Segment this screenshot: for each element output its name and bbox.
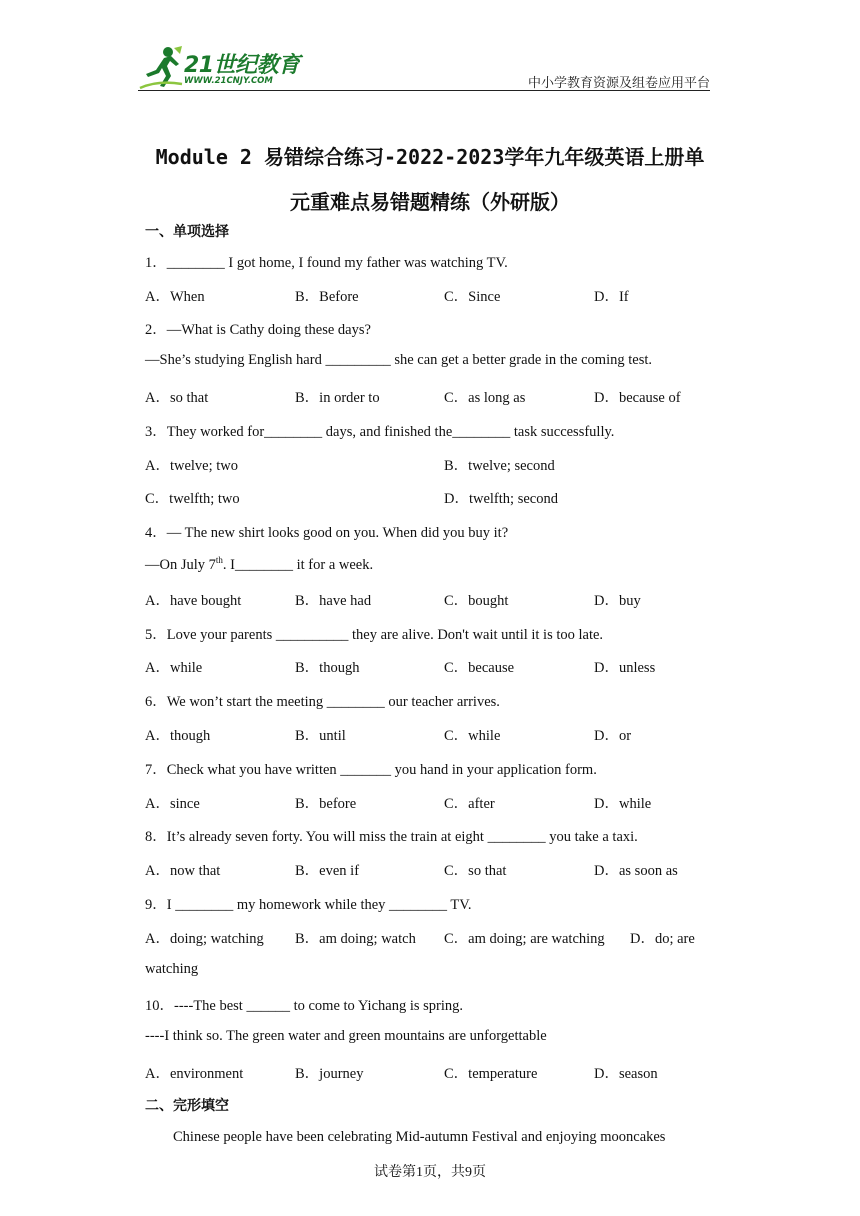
q9-option-c: C．am doing; are watching (444, 931, 605, 947)
logo-text: 21世纪教育 (184, 53, 300, 78)
q9-option-d-continued: watching (145, 961, 199, 977)
question-4-line2: —On July 7th. I________ it for a week. (145, 555, 374, 573)
q3-option-c: C．twelfth; two (145, 491, 240, 507)
q6-option-a: A．though (145, 728, 211, 744)
q9-option-a: A．doing; watching (145, 931, 264, 947)
q1-option-c: C．Since (444, 289, 501, 305)
q5-option-d: D．unless (594, 660, 656, 676)
q5-option-c: C．because (444, 660, 515, 676)
q9-option-b: B．am doing; watch (295, 931, 416, 947)
question-3: 3．They worked for________ days, and finished the________ task successfully. (145, 424, 615, 440)
question-4-line1: 4．— The new shirt looks good on you. When did you buy it? (145, 525, 509, 541)
q2-option-b: B．in order to (295, 390, 380, 406)
q1-option-b: B．Before (295, 289, 359, 305)
q7-option-b: B．before (295, 796, 357, 812)
q3-option-d: D．twelfth; second (444, 491, 558, 507)
section-heading-2: 二、完形填空 (145, 1098, 229, 1114)
q1-option-d: D．If (594, 289, 629, 305)
logo-url: WWW.21CNJY.COM (184, 76, 273, 86)
q9-option-d: D．do; are (630, 931, 695, 947)
q10-option-b: B．journey (295, 1066, 364, 1082)
question-1: 1．________ I got home, I found my father was watching TV. (145, 255, 508, 271)
q6-option-c: C．while (444, 728, 501, 744)
question-2-line2: —She’s studying English hard _________ she can get a better grade in the coming test. (145, 352, 652, 368)
q7-option-a: A．since (145, 796, 200, 812)
q8-option-b: B．even if (295, 863, 360, 879)
q6-option-b: B．until (295, 728, 346, 744)
logo (138, 44, 308, 90)
q3-option-b: B．twelve; second (444, 458, 555, 474)
question-7: 7．Check what you have written _______ you hand in your application form. (145, 762, 597, 778)
q5-option-b: B．though (295, 660, 360, 676)
header-divider (138, 90, 710, 91)
question-10-line1: 10．----The best ______ to come to Yichang is spring. (145, 998, 464, 1014)
question-8: 8．It’s already seven forty. You will miss the train at eight ________ you take a taxi. (145, 829, 638, 845)
question-5: 5．Love your parents __________ they are alive. Don't wait until it is too late. (145, 627, 604, 643)
q10-option-d: D．season (594, 1066, 658, 1082)
q10-option-a: A．environment (145, 1066, 244, 1082)
q8-option-c: C．so that (444, 863, 507, 879)
q4-option-b: B．have had (295, 593, 372, 609)
q3-option-a: A．twelve; two (145, 458, 239, 474)
q4-option-d: D．buy (594, 593, 641, 609)
q1-option-a: A．When (145, 289, 205, 305)
doc-title-line1: Module 2 易错综合练习-2022-2023学年九年级英语上册单 (155, 145, 705, 169)
q7-option-c: C．after (444, 796, 495, 812)
q2-option-c: C．as long as (444, 390, 526, 406)
q8-option-d: D．as soon as (594, 863, 678, 879)
question-6: 6．We won’t start the meeting ________ our teacher arrives. (145, 694, 500, 710)
q4-option-c: C．bought (444, 593, 509, 609)
q6-option-d: D．or (594, 728, 632, 744)
header-tagline: 中小学教育资源及组卷应用平台 (527, 75, 710, 90)
q4-option-a: A．have bought (145, 593, 242, 609)
cloze-passage-start: Chinese people have been celebrating Mid-autumn Festival and enjoying mooncakes (173, 1129, 666, 1145)
page-footer: 试卷第1页，共9页 (374, 1165, 486, 1180)
question-2-line1: 2．—What is Cathy doing these days? (145, 322, 371, 338)
q8-option-a: A．now that (145, 863, 221, 879)
q2-option-a: A．so that (145, 390, 209, 406)
page-header (138, 44, 710, 90)
question-9: 9．I ________ my homework while they ________ TV. (145, 897, 472, 913)
question-10-line2: ----I think so. The green water and green mountains are unforgettable (145, 1028, 547, 1044)
doc-title-line2: 元重难点易错题精练（外研版） (290, 190, 570, 214)
q5-option-a: A．while (145, 660, 203, 676)
q2-option-d: D．because of (594, 390, 681, 406)
runner-logo-icon (138, 44, 184, 90)
section-heading-1: 一、单项选择 (145, 224, 229, 240)
q10-option-c: C．temperature (444, 1066, 538, 1082)
q7-option-d: D．while (594, 796, 652, 812)
